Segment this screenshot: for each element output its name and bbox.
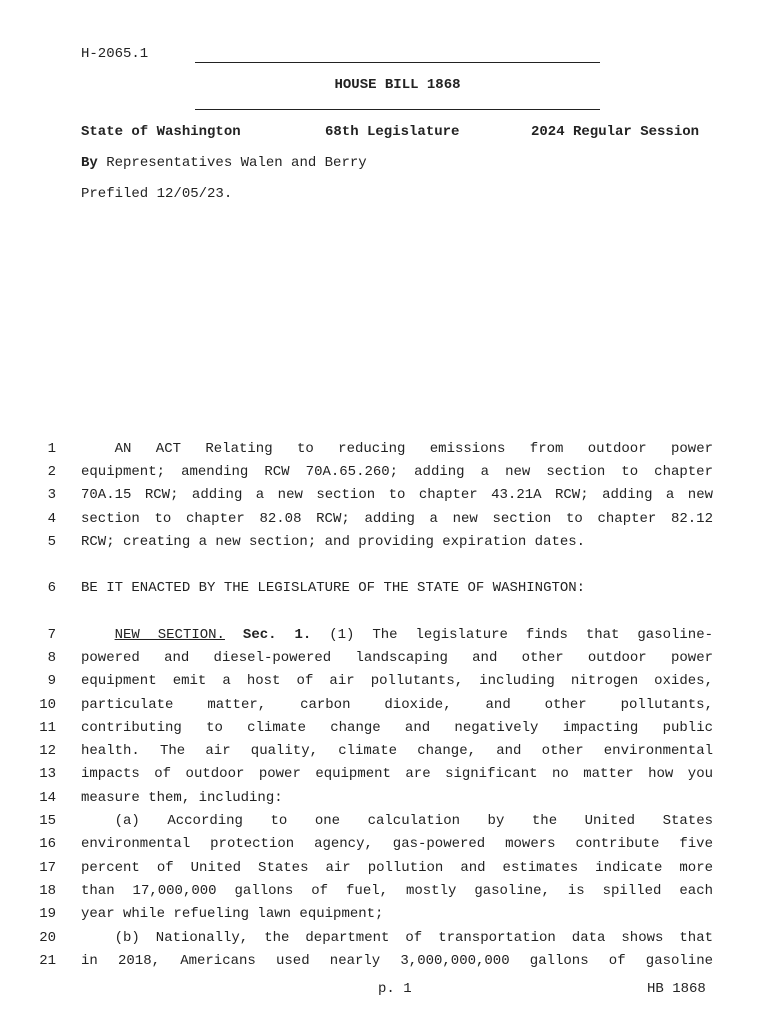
line-text: health. The air quality, climate change, and other environmental: [81, 743, 713, 759]
bill-text-line: [81, 511, 713, 527]
line-number: 16: [39, 836, 56, 852]
line-number: 18: [39, 883, 56, 899]
line-text: (a) According to one calculation by the United States: [114, 813, 713, 829]
line-text: percent of United States air pollution and estimates indicate more: [81, 860, 713, 876]
line-text: impacts of outdoor power equipment are significant no matter how you: [81, 766, 713, 782]
line-number: 7: [47, 627, 56, 643]
document-id: H-2065.1: [81, 46, 149, 62]
footer-bill-ref: HB 1868: [647, 981, 706, 997]
bill-text-line: [81, 813, 713, 829]
line-number: 6: [47, 580, 56, 596]
line-text: powered and diesel-powered landscaping and other outdoor power: [81, 650, 713, 666]
line-text: equipment; amending RCW 70A.65.260; adding a new section to chapter: [81, 464, 713, 480]
line-number: 21: [39, 953, 56, 969]
bill-title: HOUSE BILL 1868: [334, 77, 461, 93]
line-number: 12: [39, 743, 56, 759]
line-text: contributing to climate change and negatively impacting public: [81, 720, 713, 736]
line-text: [81, 627, 115, 643]
line-text: in 2018, Americans used nearly 3,000,000,000 gallons of gasoline: [81, 953, 713, 969]
line-text: section to chapter 82.08 RCW; adding a new section to chapter 82.12: [81, 511, 713, 527]
line-number: 14: [39, 790, 56, 806]
by-label: By: [81, 155, 98, 171]
bill-text-line: [81, 534, 713, 550]
line-text: (1) The legislature finds that gasoline-: [311, 627, 713, 643]
bill-text-line: [81, 953, 713, 969]
line-number: 1: [47, 441, 56, 457]
sponsors: Representatives Walen and Berry: [106, 155, 367, 171]
bill-text-line: [81, 650, 713, 666]
bill-text-line: [81, 883, 713, 899]
line-text: equipment emit a host of air pollutants, including nitrogen oxides,: [81, 673, 713, 689]
legislature-name: 68th Legislature: [325, 124, 460, 140]
bill-text-line: [81, 720, 713, 736]
line-text: RCW; creating a new section; and providing expiration dates.: [81, 534, 586, 550]
bill-text-line: [81, 673, 713, 689]
line-number: 17: [39, 860, 56, 876]
line-text: [225, 627, 243, 643]
bill-text-line: [81, 580, 713, 596]
bill-text-line: [81, 464, 713, 480]
line-text: AN ACT Relating to reducing emissions from outdoor power: [114, 441, 713, 457]
line-text: year while refueling lawn equipment;: [81, 906, 384, 922]
line-text: particulate matter, carbon dioxide, and other pollutants,: [81, 697, 713, 713]
line-text: than 17,000,000 gallons of fuel, mostly gasoline, is spilled each: [81, 883, 713, 899]
line-number: 4: [47, 511, 56, 527]
line-number: 8: [47, 650, 56, 666]
bill-text-line: [81, 627, 713, 643]
line-text: (b) Nationally, the department of transportation data shows that: [114, 930, 713, 946]
new-section-label: NEW SECTION.: [114, 627, 225, 643]
line-text: BE IT ENACTED BY THE LEGISLATURE OF THE STATE OF WASHINGTON:: [81, 580, 586, 596]
bill-text-line: [81, 906, 713, 922]
prefiled-date: Prefiled 12/05/23.: [81, 186, 233, 202]
line-number: 20: [39, 930, 56, 946]
line-number: 13: [39, 766, 56, 782]
line-number: 2: [47, 464, 56, 480]
line-number: 15: [39, 813, 56, 829]
line-number: 10: [39, 697, 56, 713]
bill-text-line: [81, 487, 713, 503]
session-name: 2024 Regular Session: [531, 124, 700, 140]
line-number: 11: [39, 720, 56, 736]
line-text: 70A.15 RCW; adding a new section to chapter 43.21A RCW; adding a new: [81, 487, 713, 503]
line-number: 5: [47, 534, 56, 550]
line-number: 9: [47, 673, 56, 689]
line-text: environmental protection agency, gas-powered mowers contribute five: [81, 836, 713, 852]
line-number: 3: [47, 487, 56, 503]
bill-text-line: [81, 930, 713, 946]
bill-text-line: [81, 743, 713, 759]
bill-text-line: [81, 790, 713, 806]
bill-text-line: [81, 836, 713, 852]
page-number: p. 1: [378, 981, 412, 997]
section-number: Sec. 1.: [242, 627, 312, 643]
bill-text-line: [81, 766, 713, 782]
state-name: State of Washington: [81, 124, 241, 140]
line-text: measure them, including:: [81, 790, 283, 806]
bill-text-line: [81, 860, 713, 876]
bill-text-line: [81, 697, 713, 713]
line-number: 19: [39, 906, 56, 922]
bill-text-line: [81, 441, 713, 457]
